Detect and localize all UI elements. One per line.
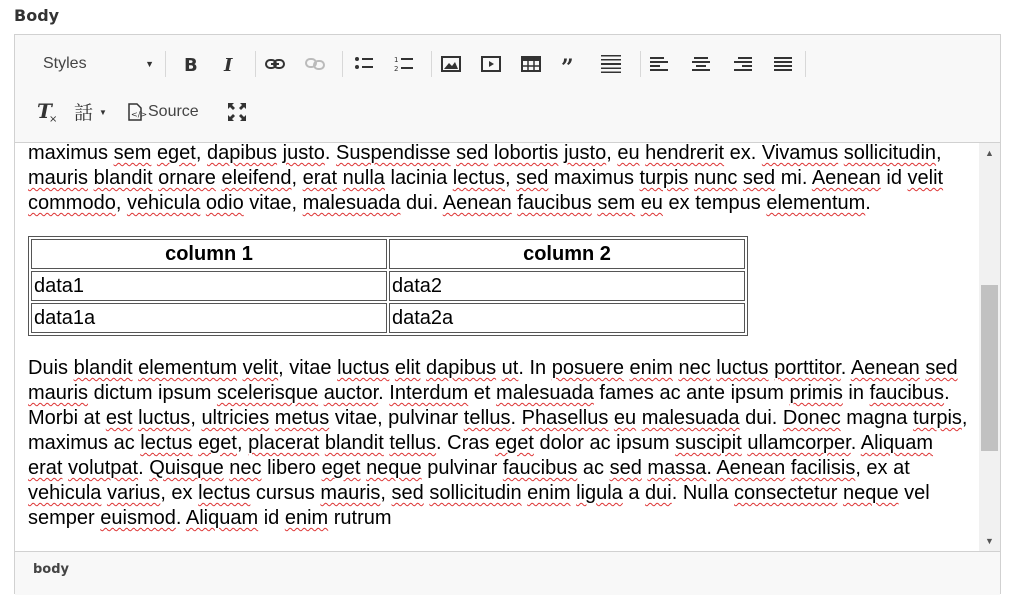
misspelled-word: primis [789, 382, 843, 404]
misspelled-word: eget [494, 432, 534, 454]
misspelled-word: enim [629, 357, 673, 379]
misspelled-word: nunc [693, 167, 738, 189]
text-run: magna [840, 407, 913, 429]
misspelled-word: Aliquam [185, 507, 259, 529]
text-run: dolor ac ipsum [539, 432, 676, 454]
text-run: id [258, 507, 285, 529]
misspelled-word: faucibus [517, 192, 592, 214]
misspelled-word: auctor [323, 382, 379, 404]
svg-text:×: × [49, 114, 58, 125]
bold-button[interactable] [179, 50, 203, 78]
text-run: vitae, [243, 192, 303, 214]
source-icon [127, 103, 148, 121]
misspelled-word: vehicula [28, 482, 102, 504]
language-button[interactable] [73, 98, 113, 126]
align-center-button[interactable] [689, 50, 713, 78]
remove-format-button[interactable] [35, 98, 61, 126]
align-right-icon [734, 56, 752, 72]
misspelled-word: placerat [248, 432, 320, 454]
table-header-row [31, 239, 745, 269]
text-run: , [936, 142, 942, 164]
source-button[interactable] [127, 98, 213, 126]
misspelled-word: nec [229, 457, 262, 479]
text-run: , maximus ac [28, 407, 968, 454]
misspelled-word: Aliquam [860, 432, 934, 454]
toolbar-separator [165, 51, 166, 77]
misspelled-word: turpis [639, 167, 689, 189]
toolbar-separator [431, 51, 432, 77]
misspelled-word: tellus [463, 407, 511, 429]
table-cell[interactable]: data1 [31, 271, 387, 301]
language-icon [73, 101, 97, 123]
misspelled-word: sed [391, 482, 424, 504]
editor-toolbar [15, 35, 1000, 143]
media-embed-icon [481, 56, 501, 72]
text-run: . Morbi at [28, 382, 950, 429]
svg-text:”: ” [561, 55, 574, 81]
text-run: , ex [160, 482, 199, 504]
misspelled-word: velit [242, 357, 279, 379]
misspelled-word: neque [842, 482, 899, 504]
misspelled-word: faucibus [502, 457, 578, 479]
misspelled-word: metus [274, 407, 330, 429]
misspelled-word: Quisque [149, 457, 224, 479]
text-run: lacinia [384, 167, 453, 189]
misspelled-word: sed [742, 167, 776, 189]
misspelled-word: scelerisque [216, 382, 319, 404]
misspelled-word: neque [366, 457, 422, 479]
text-run: dui. [739, 407, 783, 429]
toolbar-separator [255, 51, 256, 77]
misspelled-word: sem [113, 142, 152, 164]
blockquote-button[interactable] [559, 50, 583, 81]
misspelled-word: eu [640, 192, 663, 214]
vertical-scrollbar[interactable] [979, 143, 1000, 551]
misspelled-word: Donec [782, 407, 841, 429]
align-center-icon [692, 56, 710, 72]
misspelled-word: hendrerit [645, 142, 725, 164]
misspelled-word: mauris [28, 382, 89, 404]
horizontal-line-icon [601, 54, 621, 74]
misspelled-word: faucibus [869, 382, 945, 404]
unlink-icon [305, 57, 325, 71]
misspelled-word: justo [282, 142, 325, 164]
toolbar-separator [805, 51, 806, 77]
table-row [31, 271, 745, 301]
misspelled-word: est [105, 407, 133, 429]
text-run: , [237, 432, 249, 454]
misspelled-word: elementum [766, 192, 866, 214]
misspelled-word: sed [609, 457, 642, 479]
image-button[interactable] [439, 50, 463, 78]
misspelled-word: sollicitudin [843, 142, 937, 164]
misspelled-word: vehicula [126, 192, 201, 214]
align-left-button[interactable] [647, 50, 671, 78]
text-run: . [865, 192, 871, 214]
misspelled-word: erat [28, 457, 63, 479]
text-run: tempus [695, 192, 767, 214]
numbered-list-button[interactable] [392, 50, 416, 78]
svg-text:T: T [37, 99, 52, 123]
italic-icon [222, 55, 236, 76]
text-run: vitae, pulvinar [329, 407, 464, 429]
misspelled-word: erat [302, 167, 338, 189]
toolbar-separator [342, 51, 343, 77]
bulleted-list-button[interactable] [352, 50, 376, 78]
table-button[interactable] [519, 50, 543, 78]
content-table[interactable] [28, 236, 748, 336]
svg-text:I: I [224, 55, 233, 76]
text-run: . [175, 507, 186, 529]
horizontal-line-button[interactable] [599, 50, 623, 78]
table-icon [521, 56, 541, 72]
misspelled-word: massa [647, 457, 707, 479]
link-icon [265, 58, 285, 70]
text-run: . In [518, 357, 552, 379]
text-run: dictum ipsum [88, 382, 217, 404]
misspelled-word: eget [198, 432, 237, 454]
misspelled-word: eu [617, 142, 640, 164]
text-run: ex. [724, 142, 762, 164]
text-run: Duis [28, 357, 74, 379]
text-run: in [842, 382, 870, 404]
align-right-button[interactable] [731, 50, 755, 78]
misspelled-word: Phasellus [521, 407, 609, 429]
text-run: a [622, 482, 646, 504]
text-run: . [138, 457, 150, 479]
text-run: , vitae [278, 357, 338, 379]
text-run: , [380, 482, 392, 504]
blockquote-icon [561, 55, 581, 81]
misspelled-word: Aenean [442, 192, 512, 214]
misspelled-word: elit [394, 357, 421, 379]
text-run: ac [577, 457, 610, 479]
media-embed-button[interactable] [479, 50, 503, 78]
misspelled-word: euismod [100, 507, 176, 529]
table-cell[interactable]: data2 [389, 271, 745, 301]
misspelled-word: ultricies [201, 407, 270, 429]
misspelled-word: lobortis [493, 142, 559, 164]
misspelled-word: luctus [337, 357, 390, 379]
element-path-item[interactable]: body [33, 562, 70, 577]
text-run: . Nulla [671, 482, 734, 504]
misspelled-word: commodo [28, 192, 116, 214]
misspelled-word: enim [284, 507, 329, 529]
remove-format-icon [36, 101, 60, 123]
text-run: rutrum [328, 507, 392, 529]
misspelled-word: luctus [716, 357, 769, 379]
bold-icon [183, 55, 199, 76]
misspelled-word: sem [597, 192, 636, 214]
table-cell[interactable]: data1a [31, 303, 387, 333]
misspelled-word: ligula [576, 482, 623, 504]
text-run: fames ac ante ipsum [593, 382, 790, 404]
misspelled-word: ullamcorper [747, 432, 851, 454]
text-run: vel semper [28, 482, 930, 529]
misspelled-word: consectetur [734, 482, 838, 504]
misspelled-word: blandit [93, 167, 153, 189]
misspelled-word: lectus [198, 482, 251, 504]
misspelled-word: volutpat [68, 457, 139, 479]
text-run: . [510, 407, 522, 429]
body-paragraph[interactable] [28, 356, 968, 531]
element-path-bar [15, 551, 1000, 595]
svg-text:</>: </> [131, 110, 148, 119]
misspelled-word: justo [563, 142, 607, 164]
styles-dropdown-label: Styles [43, 55, 87, 72]
misspelled-word: dapibus [426, 357, 497, 379]
misspelled-word: Vivamus [761, 142, 839, 164]
text-run: , ex at [855, 457, 910, 479]
misspelled-word: nec [678, 357, 711, 379]
styles-dropdown[interactable] [30, 50, 158, 78]
misspelled-word: eleifend [221, 167, 292, 189]
text-run: . [324, 142, 336, 164]
misspelled-word: eget [156, 142, 196, 164]
scroll-up-arrow-icon[interactable]: ▲ [985, 148, 994, 158]
text-run: , [195, 142, 207, 164]
misspelled-word: sed [456, 142, 489, 164]
text-run: , [115, 192, 127, 214]
text-run: maximus [548, 167, 640, 189]
misspelled-word: Aenean [811, 167, 881, 189]
text-run: . Cras [436, 432, 495, 454]
toolbar-separator [640, 51, 641, 77]
text-run: . [840, 357, 851, 379]
misspelled-word: lectus [140, 432, 193, 454]
misspelled-word: dui [645, 482, 672, 504]
link-button[interactable] [263, 50, 287, 78]
misspelled-word: eget [321, 457, 361, 479]
misspelled-word: malesuada [496, 382, 594, 404]
svg-text:B: B [184, 55, 198, 76]
misspelled-word: lectus [452, 167, 505, 189]
misspelled-word: blandit [324, 432, 384, 454]
text-run: libero [261, 457, 322, 479]
text-run: , [291, 167, 303, 189]
table-header-cell[interactable]: column 1 [31, 239, 387, 269]
justify-icon [774, 56, 792, 72]
misspelled-word: velit [907, 167, 944, 189]
misspelled-word: facilisis [790, 457, 856, 479]
text-run: . [378, 382, 390, 404]
svg-text:話: 話 [74, 102, 94, 124]
misspelled-word: Aenean [716, 457, 786, 479]
chevron-down-icon: ▼ [145, 59, 154, 69]
text-run: dui. [400, 192, 443, 214]
misspelled-word: mauris [28, 167, 89, 189]
text-run: . [706, 457, 717, 479]
misspelled-word: sed [516, 167, 549, 189]
misspelled-word: tellus [389, 432, 437, 454]
text-run: maximus [28, 142, 114, 164]
maximize-button[interactable] [225, 98, 249, 126]
align-left-icon [650, 56, 668, 72]
misspelled-word: ornare [158, 167, 216, 189]
misspelled-word: luctus [138, 407, 191, 429]
svg-text:1: 1 [394, 56, 399, 64]
text-run: . [850, 432, 861, 454]
maximize-icon [227, 102, 247, 122]
scrollbar-thumb[interactable] [981, 285, 998, 451]
misspelled-word: sed [925, 357, 958, 379]
misspelled-word: malesuada [641, 407, 740, 429]
misspelled-word: ut [501, 357, 519, 379]
justify-button[interactable] [771, 50, 795, 78]
text-run: mi. [780, 167, 812, 189]
misspelled-word: posuere [551, 357, 624, 379]
body-paragraph[interactable] [28, 141, 968, 216]
numbered-list-icon [394, 55, 414, 73]
misspelled-word: odio [205, 192, 244, 214]
bulleted-list-icon [354, 56, 374, 72]
misspelled-word: blandit [73, 357, 133, 379]
misspelled-word: malesuada [302, 192, 401, 214]
misspelled-word: nulla [342, 167, 385, 189]
text-run: id [880, 167, 908, 189]
misspelled-word: turpis [912, 407, 962, 429]
text-run: pulvinar [421, 457, 503, 479]
scroll-down-arrow-icon[interactable]: ▼ [985, 536, 994, 546]
image-icon [441, 56, 461, 72]
misspelled-word: Interdum [389, 382, 469, 404]
misspelled-word: mauris [320, 482, 381, 504]
misspelled-word: suscipit [675, 432, 742, 454]
field-label: Body [14, 6, 60, 25]
misspelled-word: Aenean [850, 357, 920, 379]
misspelled-word: enim [527, 482, 571, 504]
text-run: cursus [250, 482, 321, 504]
chevron-down-icon: ▼ [99, 107, 107, 117]
misspelled-word: Suspendisse [336, 142, 451, 164]
text-run: , [606, 142, 618, 164]
misspelled-word: elementum [138, 357, 238, 379]
text-run: , [505, 167, 517, 189]
table-row [31, 303, 745, 333]
italic-button[interactable] [217, 50, 241, 78]
misspelled-word: varius [106, 482, 161, 504]
svg-text:2: 2 [394, 65, 399, 73]
source-button-label: Source [148, 103, 199, 120]
editor-content-area[interactable] [15, 143, 979, 551]
rich-text-editor [14, 34, 1001, 594]
table-cell[interactable]: data2a [389, 303, 745, 333]
text-run: , [190, 407, 202, 429]
table-header-cell[interactable]: column 2 [389, 239, 745, 269]
text-run: et [468, 382, 497, 404]
misspelled-word: eu [613, 407, 637, 429]
misspelled-word: dapibus [207, 142, 278, 164]
unlink-button[interactable] [303, 50, 327, 78]
text-run: ex [662, 192, 696, 214]
misspelled-word: sollicitudin [429, 482, 522, 504]
misspelled-word: porttitor [774, 357, 841, 379]
